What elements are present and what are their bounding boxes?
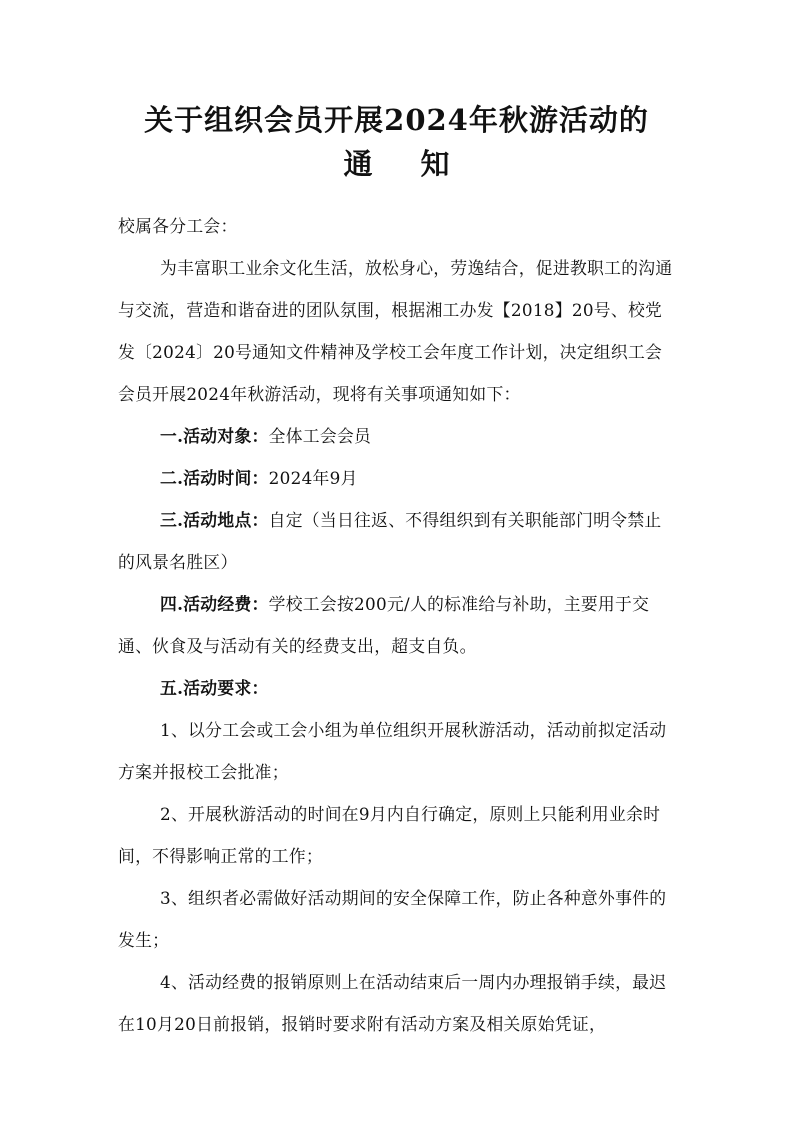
requirement-4: 4、活动经费的报销原则上在活动结束后一周内办理报销手续，最迟在10月20日前报销，报销时要求附有活动方案及相关原始凭证， <box>118 972 667 1034</box>
requirement-3: 3、组织者必需做好活动期间的安全保障工作，防止各种意外事件的发生； <box>118 888 667 950</box>
item-requirements <box>118 667 678 709</box>
item-location-text: 自定（当日往返、不得组织到有关职能部门明令禁止的风景名胜区） <box>118 510 662 572</box>
document-body <box>118 205 678 1045</box>
item-location-label: 三.活动地点： <box>160 510 269 530</box>
document-title-line2: 通知 <box>343 147 498 181</box>
item-time <box>118 457 678 499</box>
item-funding-label: 四.活动经费： <box>160 594 269 614</box>
requirement-1: 1、以分工会或工会小组为单位组织开展秋游活动，活动前拟定活动方案并报校工会批准； <box>118 720 667 782</box>
item-target-text: 全体工会会员 <box>268 426 372 446</box>
item-funding <box>118 583 678 667</box>
item-time-label: 二.活动时间： <box>160 468 269 488</box>
item-target-label: 一.活动对象： <box>160 426 269 446</box>
item-location <box>118 499 678 583</box>
salutation: 校属各分工会： <box>118 216 238 236</box>
item-funding-text: 学校工会按200元/人的标准给与补助，主要用于交通、伙食及与活动有关的经费支出，超支自负。 <box>118 594 650 656</box>
requirement-2: 2、开展秋游活动的时间在9月内自行确定，原则上只能利用业余时间，不得影响正常的工作； <box>118 804 661 866</box>
item-requirements-label: 五.活动要求： <box>160 678 269 698</box>
item-target <box>118 415 678 457</box>
document-title-line1: 关于组织会员开展2024年秋游活动的 <box>144 103 649 137</box>
item-time-text: 2024年9月 <box>268 468 358 488</box>
intro-paragraph: 为丰富职工业余文化生活，放松身心，劳逸结合，促进教职工的沟通与交流，营造和谐奋进的团队氛围，根据湘工办发【2018】20号、校党发〔2024〕20号通知文件精神及学校工会年度工作计划，决定组织工会会员开展2024年秋游活动，现将有关事项通知如下： <box>118 258 673 404</box>
